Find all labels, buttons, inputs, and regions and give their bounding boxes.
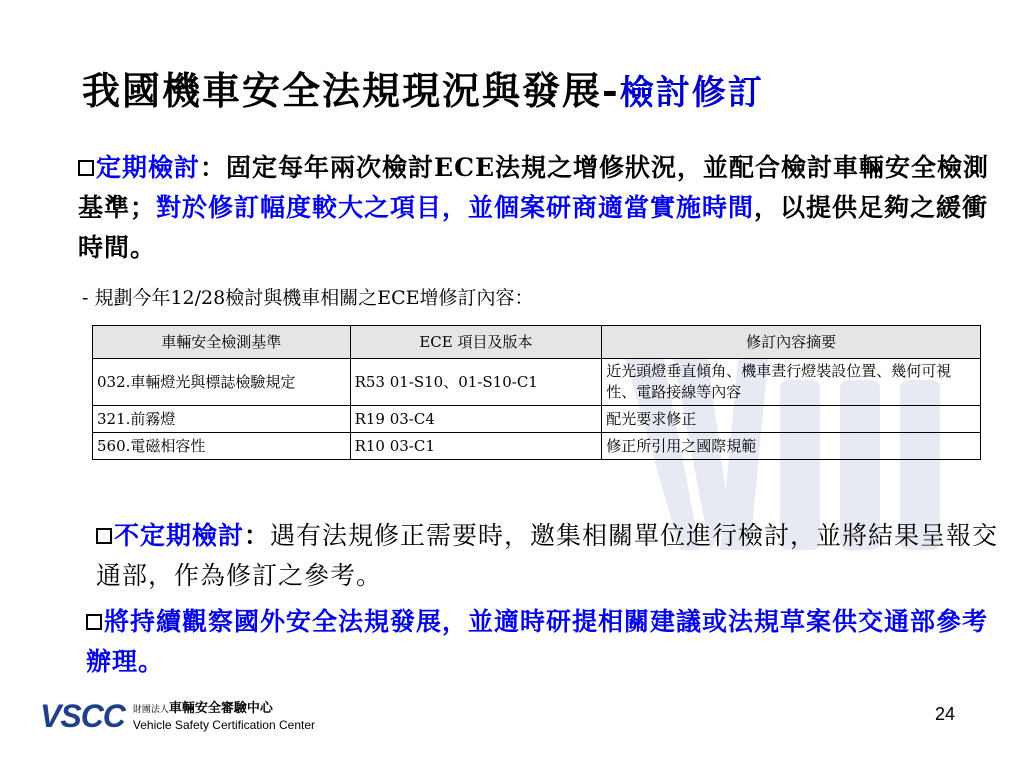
- cell-summary: 修正所引用之國際規範: [602, 433, 981, 460]
- cell-ece: R19 03-C4: [350, 406, 602, 433]
- periodic-highlight: 對於修訂幅度較大之項目，並個案研商適當實施時間: [156, 193, 755, 222]
- periodic-text1: 固定每年兩次檢討ECE法規之增修狀況，並配合檢討車輛安全檢測基準；: [78, 153, 990, 222]
- observe-text: 將持續觀察國外安全法規發展，並適時研提相關建議或法規草案供交通部參考辦理。: [86, 607, 989, 676]
- page-number: 24: [935, 704, 956, 724]
- cell-standard: 560.電磁相容性: [93, 433, 351, 460]
- checkbox-bullet-icon: [86, 614, 102, 630]
- checkbox-bullet-icon: [78, 160, 94, 176]
- table-header-row: [93, 326, 981, 359]
- table-row: [93, 406, 981, 433]
- irregular-review-paragraph: [96, 516, 1016, 596]
- header-standard: 車輛安全檢測基準: [93, 326, 351, 359]
- vscc-logo: [40, 693, 315, 739]
- cell-standard: 321.前霧燈: [93, 406, 351, 433]
- subnote: - 規劃今年12/28檢討與機車相關之ECE增修訂內容：: [82, 287, 534, 309]
- title-main: 我國機車安全法規現況與發展-: [82, 68, 620, 113]
- ece-revision-table: [92, 325, 981, 460]
- header-ece: ECE 項目及版本: [350, 326, 602, 359]
- logo-text: [133, 700, 315, 733]
- irregular-label: 不定期檢討: [114, 521, 245, 550]
- periodic-review-paragraph: [78, 148, 998, 268]
- title-highlight: 檢討修訂: [619, 73, 764, 113]
- table-row: [93, 359, 981, 406]
- logo-org-cn: [133, 700, 315, 717]
- periodic-colon: ：: [200, 153, 227, 182]
- cell-summary: 配光要求修正: [602, 406, 981, 433]
- page-title: [82, 60, 982, 115]
- periodic-text2: ，以提供足夠之緩衝時間。: [78, 193, 989, 262]
- irregular-text: 遇有法規修正需要時，邀集相關單位進行檢討，並將結果呈報交通部，作為修訂之參考。: [96, 521, 999, 590]
- header-summary: 修訂內容摘要: [602, 326, 981, 359]
- cell-ece: R53 01-S10、01-S10-C1: [350, 359, 602, 406]
- irregular-colon: ：: [244, 521, 271, 550]
- table-row: [93, 433, 981, 460]
- periodic-label: 定期檢討: [96, 153, 201, 182]
- logo-org-name: 車輛安全審驗中心: [168, 699, 273, 715]
- cell-ece: R10 03-C1: [350, 433, 602, 460]
- checkbox-bullet-icon: [96, 528, 112, 544]
- logo-org-prefix: 財團法人: [132, 703, 169, 714]
- logo-mark: VSCC: [40, 697, 125, 734]
- cell-summary: 近光頭燈垂直傾角、機車晝行燈裝設位置、幾何可視性、電路接線等內容: [602, 359, 981, 406]
- cell-standard: 032.車輛燈光與標誌檢驗規定: [93, 359, 351, 406]
- logo-org-en: Vehicle Safety Certification Center: [132, 717, 315, 732]
- observe-paragraph: [86, 602, 1006, 682]
